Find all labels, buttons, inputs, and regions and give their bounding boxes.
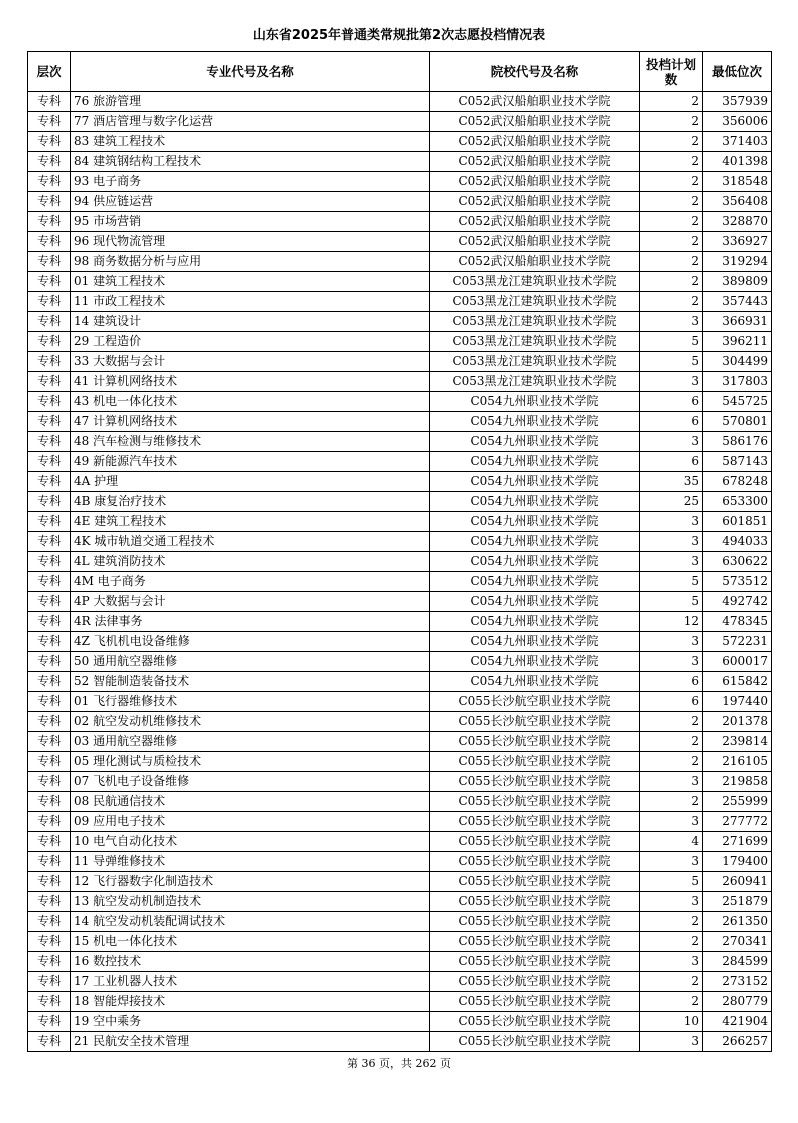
- level-cell: 专科: [28, 552, 71, 572]
- plan-count-cell: 3: [640, 552, 703, 572]
- school-cell: C054九州职业技术学院: [430, 612, 640, 632]
- major-cell: 48 汽车检测与维修技术: [71, 432, 430, 452]
- school-cell: C054九州职业技术学院: [430, 572, 640, 592]
- major-cell: 47 计算机网络技术: [71, 412, 430, 432]
- level-cell: 专科: [28, 1032, 71, 1052]
- table-row: [28, 312, 772, 332]
- school-cell: C055长沙航空职业技术学院: [430, 1012, 640, 1032]
- min-rank-cell: 366931: [703, 312, 772, 332]
- plan-count-cell: 6: [640, 672, 703, 692]
- plan-count-cell: 5: [640, 352, 703, 372]
- major-cell: 09 应用电子技术: [71, 812, 430, 832]
- plan-count-cell: 3: [640, 632, 703, 652]
- school-cell: C052武汉船舶职业技术学院: [430, 112, 640, 132]
- school-cell: C054九州职业技术学院: [430, 672, 640, 692]
- level-cell: 专科: [28, 732, 71, 752]
- table-row: [28, 752, 772, 772]
- plan-count-cell: 3: [640, 892, 703, 912]
- min-rank-cell: 653300: [703, 492, 772, 512]
- plan-count-cell: 2: [640, 252, 703, 272]
- school-cell: C055长沙航空职业技术学院: [430, 912, 640, 932]
- plan-count-cell: 6: [640, 692, 703, 712]
- level-cell: 专科: [28, 692, 71, 712]
- table-row: [28, 772, 772, 792]
- level-cell: 专科: [28, 412, 71, 432]
- level-cell: 专科: [28, 532, 71, 552]
- min-rank-cell: 356408: [703, 192, 772, 212]
- plan-count-cell: 2: [640, 932, 703, 952]
- plan-count-cell: 3: [640, 1032, 703, 1052]
- plan-count-cell: 2: [640, 752, 703, 772]
- table-row: [28, 632, 772, 652]
- school-cell: C052武汉船舶职业技术学院: [430, 132, 640, 152]
- table-row: [28, 732, 772, 752]
- school-cell: C055长沙航空职业技术学院: [430, 692, 640, 712]
- plan-count-cell: 25: [640, 492, 703, 512]
- level-cell: 专科: [28, 652, 71, 672]
- major-cell: 95 市场营销: [71, 212, 430, 232]
- school-cell: C054九州职业技术学院: [430, 552, 640, 572]
- major-cell: 4Z 飞机机电设备维修: [71, 632, 430, 652]
- major-cell: 4E 建筑工程技术: [71, 512, 430, 532]
- min-rank-cell: 600017: [703, 652, 772, 672]
- table-row: [28, 392, 772, 412]
- plan-count-cell: 3: [640, 952, 703, 972]
- table-row: [28, 432, 772, 452]
- school-cell: C055长沙航空职业技术学院: [430, 852, 640, 872]
- school-cell: C055长沙航空职业技术学院: [430, 972, 640, 992]
- level-cell: 专科: [28, 272, 71, 292]
- level-cell: 专科: [28, 752, 71, 772]
- school-cell: C052武汉船舶职业技术学院: [430, 252, 640, 272]
- min-rank-cell: 678248: [703, 472, 772, 492]
- major-cell: 21 民航安全技术管理: [71, 1032, 430, 1052]
- table-row: [28, 452, 772, 472]
- major-cell: 94 供应链运营: [71, 192, 430, 212]
- header-plan-count: 投档计划数: [640, 52, 703, 92]
- plan-count-cell: 3: [640, 312, 703, 332]
- major-cell: 11 导弹维修技术: [71, 852, 430, 872]
- plan-count-cell: 2: [640, 152, 703, 172]
- major-cell: 4K 城市轨道交通工程技术: [71, 532, 430, 552]
- min-rank-cell: 179400: [703, 852, 772, 872]
- min-rank-cell: 277772: [703, 812, 772, 832]
- major-cell: 03 通用航空器维修: [71, 732, 430, 752]
- min-rank-cell: 328870: [703, 212, 772, 232]
- school-cell: C052武汉船舶职业技术学院: [430, 212, 640, 232]
- school-cell: C055长沙航空职业技术学院: [430, 712, 640, 732]
- plan-count-cell: 3: [640, 532, 703, 552]
- plan-count-cell: 2: [640, 192, 703, 212]
- table-row: [28, 1012, 772, 1032]
- plan-count-cell: 2: [640, 732, 703, 752]
- min-rank-cell: 197440: [703, 692, 772, 712]
- min-rank-cell: 573512: [703, 572, 772, 592]
- plan-count-cell: 6: [640, 452, 703, 472]
- school-cell: C054九州职业技术学院: [430, 392, 640, 412]
- min-rank-cell: 615842: [703, 672, 772, 692]
- min-rank-cell: 572231: [703, 632, 772, 652]
- level-cell: 专科: [28, 992, 71, 1012]
- min-rank-cell: 260941: [703, 872, 772, 892]
- level-cell: 专科: [28, 672, 71, 692]
- plan-count-cell: 4: [640, 832, 703, 852]
- level-cell: 专科: [28, 212, 71, 232]
- major-cell: 83 建筑工程技术: [71, 132, 430, 152]
- school-cell: C053黑龙江建筑职业技术学院: [430, 272, 640, 292]
- school-cell: C055长沙航空职业技术学院: [430, 832, 640, 852]
- plan-count-cell: 2: [640, 292, 703, 312]
- min-rank-cell: 284599: [703, 952, 772, 972]
- school-cell: C055长沙航空职业技术学院: [430, 892, 640, 912]
- school-cell: C055长沙航空职业技术学院: [430, 1032, 640, 1052]
- table-row: [28, 832, 772, 852]
- school-cell: C053黑龙江建筑职业技术学院: [430, 312, 640, 332]
- plan-count-cell: 5: [640, 572, 703, 592]
- plan-count-cell: 2: [640, 112, 703, 132]
- major-cell: 84 建筑钢结构工程技术: [71, 152, 430, 172]
- major-cell: 14 建筑设计: [71, 312, 430, 332]
- school-cell: C054九州职业技术学院: [430, 512, 640, 532]
- plan-count-cell: 12: [640, 612, 703, 632]
- table-row: [28, 692, 772, 712]
- level-cell: 专科: [28, 832, 71, 852]
- table-body: [28, 92, 772, 1052]
- min-rank-cell: 492742: [703, 592, 772, 612]
- level-cell: 专科: [28, 892, 71, 912]
- plan-count-cell: 5: [640, 592, 703, 612]
- major-cell: 02 航空发动机维修技术: [71, 712, 430, 732]
- school-cell: C052武汉船舶职业技术学院: [430, 172, 640, 192]
- min-rank-cell: 494033: [703, 532, 772, 552]
- major-cell: 08 民航通信技术: [71, 792, 430, 812]
- plan-count-cell: 2: [640, 912, 703, 932]
- page-title: 山东省2025年普通类常规批第2次志愿投档情况表: [252, 28, 546, 43]
- min-rank-cell: 586176: [703, 432, 772, 452]
- table-row: [28, 252, 772, 272]
- major-cell: 16 数控技术: [71, 952, 430, 972]
- table-row: [28, 512, 772, 532]
- table-row: [28, 232, 772, 252]
- plan-count-cell: 2: [640, 132, 703, 152]
- school-cell: C052武汉船舶职业技术学院: [430, 192, 640, 212]
- level-cell: 专科: [28, 92, 71, 112]
- major-cell: 11 市政工程技术: [71, 292, 430, 312]
- table-row: [28, 892, 772, 912]
- min-rank-cell: 266257: [703, 1032, 772, 1052]
- level-cell: 专科: [28, 912, 71, 932]
- min-rank-cell: 219858: [703, 772, 772, 792]
- level-cell: 专科: [28, 612, 71, 632]
- major-cell: 19 空中乘务: [71, 1012, 430, 1032]
- school-cell: C055长沙航空职业技术学院: [430, 792, 640, 812]
- table-row: [28, 112, 772, 132]
- level-cell: 专科: [28, 452, 71, 472]
- plan-count-cell: 3: [640, 512, 703, 532]
- level-cell: 专科: [28, 872, 71, 892]
- min-rank-cell: 570801: [703, 412, 772, 432]
- level-cell: 专科: [28, 392, 71, 412]
- table-row: [28, 872, 772, 892]
- table-header-row: [28, 52, 772, 92]
- major-cell: 15 机电一体化技术: [71, 932, 430, 952]
- min-rank-cell: 318548: [703, 172, 772, 192]
- table-row: [28, 652, 772, 672]
- level-cell: 专科: [28, 312, 71, 332]
- level-cell: 专科: [28, 512, 71, 532]
- level-cell: 专科: [28, 112, 71, 132]
- level-cell: 专科: [28, 772, 71, 792]
- school-cell: C052武汉船舶职业技术学院: [430, 232, 640, 252]
- level-cell: 专科: [28, 572, 71, 592]
- level-cell: 专科: [28, 332, 71, 352]
- table-row: [28, 912, 772, 932]
- plan-count-cell: 2: [640, 972, 703, 992]
- min-rank-cell: 304499: [703, 352, 772, 372]
- plan-count-cell: 2: [640, 272, 703, 292]
- major-cell: 4L 建筑消防技术: [71, 552, 430, 572]
- major-cell: 17 工业机器人技术: [71, 972, 430, 992]
- header-school: 院校代号及名称: [430, 52, 640, 92]
- table-row: [28, 192, 772, 212]
- school-cell: C054九州职业技术学院: [430, 592, 640, 612]
- min-rank-cell: 273152: [703, 972, 772, 992]
- min-rank-cell: 545725: [703, 392, 772, 412]
- table-row: [28, 552, 772, 572]
- level-cell: 专科: [28, 352, 71, 372]
- level-cell: 专科: [28, 972, 71, 992]
- major-cell: 4P 大数据与会计: [71, 592, 430, 612]
- school-cell: C055长沙航空职业技术学院: [430, 932, 640, 952]
- plan-count-cell: 3: [640, 852, 703, 872]
- major-cell: 13 航空发动机制造技术: [71, 892, 430, 912]
- min-rank-cell: 251879: [703, 892, 772, 912]
- level-cell: 专科: [28, 1012, 71, 1032]
- school-cell: C054九州职业技术学院: [430, 532, 640, 552]
- plan-count-cell: 6: [640, 392, 703, 412]
- min-rank-cell: 317803: [703, 372, 772, 392]
- min-rank-cell: 271699: [703, 832, 772, 852]
- table-row: [28, 812, 772, 832]
- major-cell: 01 建筑工程技术: [71, 272, 430, 292]
- plan-count-cell: 2: [640, 212, 703, 232]
- table-row: [28, 212, 772, 232]
- min-rank-cell: 336927: [703, 232, 772, 252]
- plan-count-cell: 2: [640, 172, 703, 192]
- min-rank-cell: 239814: [703, 732, 772, 752]
- level-cell: 专科: [28, 432, 71, 452]
- table-row: [28, 952, 772, 972]
- plan-count-cell: 2: [640, 92, 703, 112]
- school-cell: C054九州职业技术学院: [430, 452, 640, 472]
- min-rank-cell: 389809: [703, 272, 772, 292]
- plan-count-cell: 3: [640, 772, 703, 792]
- major-cell: 18 智能焊接技术: [71, 992, 430, 1012]
- school-cell: C053黑龙江建筑职业技术学院: [430, 372, 640, 392]
- level-cell: 专科: [28, 852, 71, 872]
- min-rank-cell: 478345: [703, 612, 772, 632]
- min-rank-cell: 371403: [703, 132, 772, 152]
- plan-count-cell: 3: [640, 372, 703, 392]
- level-cell: 专科: [28, 792, 71, 812]
- school-cell: C054九州职业技术学院: [430, 492, 640, 512]
- level-cell: 专科: [28, 132, 71, 152]
- table-row: [28, 592, 772, 612]
- table-row: [28, 372, 772, 392]
- major-cell: 12 飞行器数字化制造技术: [71, 872, 430, 892]
- table-row: [28, 292, 772, 312]
- school-cell: C055长沙航空职业技术学院: [430, 772, 640, 792]
- school-cell: C054九州职业技术学院: [430, 632, 640, 652]
- table-row: [28, 972, 772, 992]
- header-major: 专业代号及名称: [71, 52, 430, 92]
- table-row: [28, 412, 772, 432]
- table-row: [28, 272, 772, 292]
- major-cell: 43 机电一体化技术: [71, 392, 430, 412]
- major-cell: 33 大数据与会计: [71, 352, 430, 372]
- min-rank-cell: 396211: [703, 332, 772, 352]
- school-cell: C054九州职业技术学院: [430, 412, 640, 432]
- plan-count-cell: 6: [640, 412, 703, 432]
- major-cell: 76 旅游管理: [71, 92, 430, 112]
- school-cell: C054九州职业技术学院: [430, 432, 640, 452]
- school-cell: C052武汉船舶职业技术学院: [430, 92, 640, 112]
- min-rank-cell: 421904: [703, 1012, 772, 1032]
- plan-count-cell: 10: [640, 1012, 703, 1032]
- min-rank-cell: 357443: [703, 292, 772, 312]
- school-cell: C054九州职业技术学院: [430, 472, 640, 492]
- min-rank-cell: 261350: [703, 912, 772, 932]
- plan-count-cell: 35: [640, 472, 703, 492]
- table-row: [28, 932, 772, 952]
- major-cell: 29 工程造价: [71, 332, 430, 352]
- level-cell: 专科: [28, 812, 71, 832]
- table-row: [28, 852, 772, 872]
- school-cell: C055长沙航空职业技术学院: [430, 812, 640, 832]
- school-cell: C055长沙航空职业技术学院: [430, 732, 640, 752]
- min-rank-cell: 201378: [703, 712, 772, 732]
- school-cell: C055长沙航空职业技术学院: [430, 952, 640, 972]
- level-cell: 专科: [28, 592, 71, 612]
- level-cell: 专科: [28, 632, 71, 652]
- major-cell: 10 电气自动化技术: [71, 832, 430, 852]
- major-cell: 14 航空发动机装配调试技术: [71, 912, 430, 932]
- plan-count-cell: 3: [640, 812, 703, 832]
- admission-table: [27, 51, 772, 1052]
- plan-count-cell: 3: [640, 432, 703, 452]
- level-cell: 专科: [28, 152, 71, 172]
- school-cell: C055长沙航空职业技术学院: [430, 992, 640, 1012]
- table-row: [28, 152, 772, 172]
- plan-count-cell: 2: [640, 792, 703, 812]
- table-row: [28, 92, 772, 112]
- min-rank-cell: 401398: [703, 152, 772, 172]
- major-cell: 49 新能源汽车技术: [71, 452, 430, 472]
- school-cell: C053黑龙江建筑职业技术学院: [430, 352, 640, 372]
- level-cell: 专科: [28, 712, 71, 732]
- major-cell: 77 酒店管理与数字化运营: [71, 112, 430, 132]
- school-cell: C053黑龙江建筑职业技术学院: [430, 332, 640, 352]
- level-cell: 专科: [28, 932, 71, 952]
- level-cell: 专科: [28, 372, 71, 392]
- min-rank-cell: 255999: [703, 792, 772, 812]
- min-rank-cell: 357939: [703, 92, 772, 112]
- major-cell: 4A 护理: [71, 472, 430, 492]
- min-rank-cell: 270341: [703, 932, 772, 952]
- major-cell: 93 电子商务: [71, 172, 430, 192]
- level-cell: 专科: [28, 952, 71, 972]
- major-cell: 98 商务数据分析与应用: [71, 252, 430, 272]
- table-row: [28, 792, 772, 812]
- major-cell: 52 智能制造装备技术: [71, 672, 430, 692]
- plan-count-cell: 5: [640, 872, 703, 892]
- header-level: 层次: [28, 52, 71, 92]
- table-row: [28, 572, 772, 592]
- plan-count-cell: 2: [640, 712, 703, 732]
- table-row: [28, 352, 772, 372]
- level-cell: 专科: [28, 492, 71, 512]
- major-cell: 05 理化测试与质检技术: [71, 752, 430, 772]
- major-cell: 4M 电子商务: [71, 572, 430, 592]
- min-rank-cell: 356006: [703, 112, 772, 132]
- table-row: [28, 1032, 772, 1052]
- min-rank-cell: 601851: [703, 512, 772, 532]
- table-row: [28, 992, 772, 1012]
- header-min-rank: 最低位次: [703, 52, 772, 92]
- school-cell: C054九州职业技术学院: [430, 652, 640, 672]
- major-cell: 4B 康复治疗技术: [71, 492, 430, 512]
- plan-count-cell: 2: [640, 232, 703, 252]
- min-rank-cell: 216105: [703, 752, 772, 772]
- level-cell: 专科: [28, 172, 71, 192]
- major-cell: 01 飞行器维修技术: [71, 692, 430, 712]
- table-row: [28, 492, 772, 512]
- table-row: [28, 472, 772, 492]
- table-row: [28, 332, 772, 352]
- major-cell: 50 通用航空器维修: [71, 652, 430, 672]
- table-row: [28, 712, 772, 732]
- plan-count-cell: 3: [640, 652, 703, 672]
- min-rank-cell: 587143: [703, 452, 772, 472]
- major-cell: 96 现代物流管理: [71, 232, 430, 252]
- level-cell: 专科: [28, 252, 71, 272]
- plan-count-cell: 5: [640, 332, 703, 352]
- major-cell: 41 计算机网络技术: [71, 372, 430, 392]
- table-row: [28, 672, 772, 692]
- table-row: [28, 172, 772, 192]
- min-rank-cell: 280779: [703, 992, 772, 1012]
- level-cell: 专科: [28, 472, 71, 492]
- min-rank-cell: 630622: [703, 552, 772, 572]
- table-row: [28, 612, 772, 632]
- major-cell: 4R 法律事务: [71, 612, 430, 632]
- plan-count-cell: 2: [640, 992, 703, 1012]
- min-rank-cell: 319294: [703, 252, 772, 272]
- school-cell: C055长沙航空职业技术学院: [430, 752, 640, 772]
- level-cell: 专科: [28, 292, 71, 312]
- level-cell: 专科: [28, 232, 71, 252]
- level-cell: 专科: [28, 192, 71, 212]
- school-cell: C053黑龙江建筑职业技术学院: [430, 292, 640, 312]
- major-cell: 07 飞机电子设备维修: [71, 772, 430, 792]
- school-cell: C055长沙航空职业技术学院: [430, 872, 640, 892]
- page-footer: 第 36 页，共 262 页: [347, 1057, 451, 1070]
- school-cell: C052武汉船舶职业技术学院: [430, 152, 640, 172]
- table-row: [28, 532, 772, 552]
- table-row: [28, 132, 772, 152]
